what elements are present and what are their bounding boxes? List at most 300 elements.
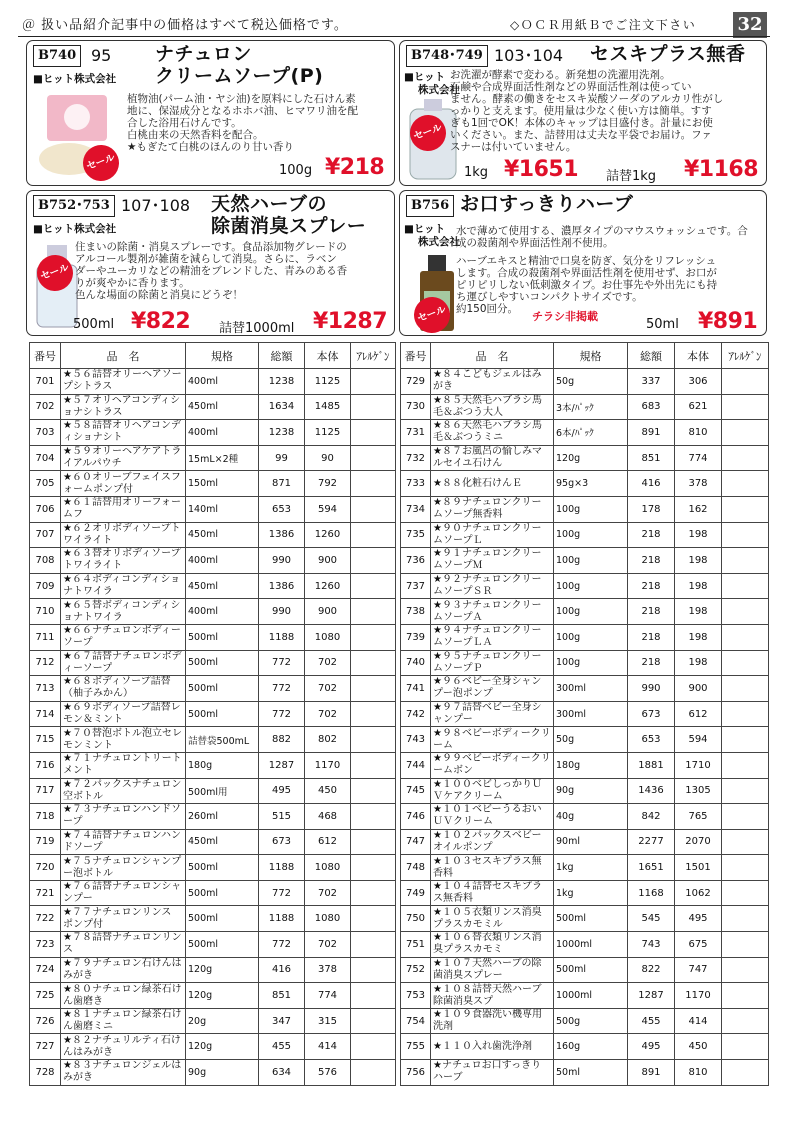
row-number: 745 [401, 778, 431, 804]
catalog-number: 95 [91, 46, 112, 65]
row-product-name: ★９０ナチュロンクリームソープＬ [431, 522, 554, 548]
row-allergen [351, 369, 396, 395]
table-row [30, 752, 396, 778]
product-code: B756 [406, 195, 454, 217]
col-header-unit: 本体 [305, 343, 351, 369]
row-allergen [722, 1008, 769, 1034]
row-product-name: ★７３ナチュロンハンドソープ [61, 804, 186, 830]
sale-badge: セール [409, 292, 455, 336]
row-total-price: 1188 [259, 624, 305, 650]
row-base-price: 306 [675, 369, 722, 395]
row-allergen [351, 855, 396, 881]
price-2: ¥1287 [313, 309, 388, 334]
row-base-price: 198 [675, 573, 722, 599]
row-spec: 6本/ﾊﾟｯｸ [554, 420, 628, 446]
table-row [401, 650, 769, 676]
row-spec: 120g [186, 1034, 259, 1060]
sale-badge: セール [405, 110, 451, 156]
row-allergen [351, 957, 396, 983]
row-spec: 150ml [186, 471, 259, 497]
row-number: 743 [401, 727, 431, 753]
row-number: 734 [401, 496, 431, 522]
row-product-name: ★６７詰替ナチュロンボディーソープ [61, 650, 186, 676]
row-total-price: 416 [259, 957, 305, 983]
row-number: 733 [401, 471, 431, 497]
row-base-price: 495 [675, 906, 722, 932]
row-total-price: 743 [628, 932, 675, 958]
row-base-price: 702 [305, 880, 351, 906]
product-code: B740 [33, 45, 81, 67]
table-row [30, 727, 396, 753]
row-allergen [351, 471, 396, 497]
row-allergen [351, 932, 396, 958]
row-total-price: 218 [628, 548, 675, 574]
row-spec: 1kg [554, 855, 628, 881]
row-number: 750 [401, 906, 431, 932]
row-product-name: ★７７ナチュロンリンス ポンプ付 [61, 906, 186, 932]
row-total-price: 772 [259, 650, 305, 676]
row-total-price: 218 [628, 624, 675, 650]
row-number: 755 [401, 1034, 431, 1060]
row-total-price: 1881 [628, 752, 675, 778]
row-number: 701 [30, 369, 61, 395]
row-base-price: 774 [675, 445, 722, 471]
product-name-2: 除菌消臭スプレー [211, 215, 367, 237]
table-row [401, 957, 769, 983]
row-product-name: ★ナチュロお口すっきりハーブ [431, 1060, 554, 1086]
row-allergen [722, 804, 769, 830]
row-base-price: 1125 [305, 420, 351, 446]
row-product-name: ★８５天然毛ハブラシ馬毛＆ぶつう大人 [431, 394, 554, 420]
product-description: お洗濯が酵素で変わる。新発想の洗濯用洗剤。 石鹸や合成界面活性剤などの界面活性剤は使ってい ません。酵素の働きをセスキ炭酸ソーダのアルカリ性がし っかりと支えます。使用量は少なく使い方は簡単。すす ぎも1回でOK！本体のキャップは目盛付き。計量にお使 いください。また、詰替用は丈夫な平袋でお届け。ファ スナーは付いていません。 [450, 69, 724, 153]
row-number: 726 [30, 1008, 61, 1034]
row-spec: 180g [554, 752, 628, 778]
table-row [30, 829, 396, 855]
row-allergen [351, 445, 396, 471]
table-row [401, 1008, 769, 1034]
row-number: 714 [30, 701, 61, 727]
row-allergen [722, 496, 769, 522]
row-total-price: 1436 [628, 778, 675, 804]
row-product-name: ★８０ナチュロン緑茶石けん歯磨き [61, 983, 186, 1009]
row-base-price: 747 [675, 957, 722, 983]
row-base-price: 198 [675, 624, 722, 650]
sale-badge: セール [32, 250, 78, 296]
row-spec: 3本/ﾊﾟｯｸ [554, 394, 628, 420]
row-spec: 450ml [186, 394, 259, 420]
row-spec: 400ml [186, 420, 259, 446]
row-total-price: 1386 [259, 573, 305, 599]
row-product-name: ★６８ボディソープ詰替（柚子みかん） [61, 676, 186, 702]
row-number: 730 [401, 394, 431, 420]
row-allergen [722, 548, 769, 574]
row-total-price: 990 [628, 676, 675, 702]
row-product-name: ★８２ナチュリルティ石けんはみがき [61, 1034, 186, 1060]
row-spec: 260ml [186, 804, 259, 830]
row-total-price: 2277 [628, 829, 675, 855]
row-number: 717 [30, 778, 61, 804]
product-name-2: クリームソープ(P) [155, 65, 324, 87]
table-row [30, 804, 396, 830]
table-row [401, 496, 769, 522]
row-base-price: 1501 [675, 855, 722, 881]
row-product-name: ★９１ナチュロンクリームソープＭ [431, 548, 554, 574]
maker-name: ■ヒット [404, 223, 446, 235]
row-spec: 100g [554, 522, 628, 548]
row-allergen [722, 880, 769, 906]
row-total-price: 653 [259, 496, 305, 522]
row-allergen [722, 599, 769, 625]
row-number: 704 [30, 445, 61, 471]
price: ¥891 [698, 309, 758, 334]
row-product-name: ★６１詰替用オリーフォームフ [61, 496, 186, 522]
row-base-price: 900 [305, 548, 351, 574]
row-spec: 400ml [186, 369, 259, 395]
row-spec: 300ml [554, 676, 628, 702]
row-product-name: ★９９ベビーボディークリームボン [431, 752, 554, 778]
row-total-price: 99 [259, 445, 305, 471]
row-product-name: ★１０３セスキプラス無香料 [431, 855, 554, 881]
row-product-name: ★９４ナチュロンクリームソープＬＡ [431, 624, 554, 650]
table-row [30, 599, 396, 625]
table-row [401, 676, 769, 702]
price: ¥218 [325, 155, 385, 180]
row-product-name: ★１００ベビしっかりＵＶケアクリーム [431, 778, 554, 804]
row-number: 725 [30, 983, 61, 1009]
row-product-name: ★７０替泡ボトル泡立セレモンミント [61, 727, 186, 753]
row-base-price: 1485 [305, 394, 351, 420]
row-base-price: 1710 [675, 752, 722, 778]
row-product-name: ★７１ナチュロントリートメント [61, 752, 186, 778]
row-total-price: 1168 [628, 880, 675, 906]
row-spec: 90ml [554, 829, 628, 855]
page-number: 32 [733, 12, 767, 38]
price-table-right [400, 342, 769, 1086]
table-row [401, 420, 769, 446]
row-spec: 500ml [186, 880, 259, 906]
table-row [30, 855, 396, 881]
row-total-price: 891 [628, 1060, 675, 1086]
row-product-name: ★８６天然毛ハブラシ馬毛＆ぶつうミニ [431, 420, 554, 446]
row-spec: 50g [554, 369, 628, 395]
row-allergen [351, 599, 396, 625]
row-base-price: 378 [305, 957, 351, 983]
row-total-price: 1634 [259, 394, 305, 420]
row-total-price: 990 [259, 548, 305, 574]
row-total-price: 772 [259, 676, 305, 702]
row-product-name: ★９７詰替ベビー全身シャンプー [431, 701, 554, 727]
table-row [401, 1060, 769, 1086]
row-product-name: ★９６ベビー全身シャンプー泡ポンプ [431, 676, 554, 702]
row-total-price: 882 [259, 727, 305, 753]
row-spec: 500ml [186, 855, 259, 881]
row-number: 723 [30, 932, 61, 958]
row-product-name: ★１０９食器洗い機専用洗剤 [431, 1008, 554, 1034]
row-spec: 1kg [554, 880, 628, 906]
row-number: 702 [30, 394, 61, 420]
row-total-price: 673 [259, 829, 305, 855]
table-row [30, 957, 396, 983]
row-allergen [722, 624, 769, 650]
row-product-name: ★７５ナチュロンシャンプー泡ボトル [61, 855, 186, 881]
table-row [401, 727, 769, 753]
row-product-name: ★１０１ベビーうるおいＵＶクリーム [431, 804, 554, 830]
row-number: 742 [401, 701, 431, 727]
row-product-name: ★６４ボディコンディショナトワイラ [61, 573, 186, 599]
maker-name: ■ヒット株式会社 [33, 73, 117, 85]
row-allergen [351, 624, 396, 650]
row-total-price: 842 [628, 804, 675, 830]
row-number: 756 [401, 1060, 431, 1086]
row-product-name: ★１０７天然ハーブの除菌消臭スプレー [431, 957, 554, 983]
ocr-note: ◇ＯＣＲ用紙Ｂでご注文下さい [510, 18, 697, 32]
row-allergen [722, 855, 769, 881]
row-number: 732 [401, 445, 431, 471]
row-spec: 90g [186, 1060, 259, 1086]
row-product-name: ★５９オリーヘアケアトライアルパウチ [61, 445, 186, 471]
row-spec: 50g [554, 727, 628, 753]
row-allergen [351, 906, 396, 932]
row-base-price: 198 [675, 522, 722, 548]
row-number: 731 [401, 420, 431, 446]
row-total-price: 772 [259, 880, 305, 906]
row-spec: 100g [554, 650, 628, 676]
row-product-name: ★５６詰替オリーヘアソープシトラス [61, 369, 186, 395]
row-spec: 400ml [186, 548, 259, 574]
row-number: 712 [30, 650, 61, 676]
row-product-name: ★６０オリーブフェイスフォームポンプ付 [61, 471, 186, 497]
row-total-price: 822 [628, 957, 675, 983]
row-base-price: 450 [305, 778, 351, 804]
row-base-price: 468 [305, 804, 351, 830]
row-allergen [722, 752, 769, 778]
row-total-price: 218 [628, 599, 675, 625]
row-product-name: ★６２オリボディソープトワイライト [61, 522, 186, 548]
row-spec: 500ml [554, 906, 628, 932]
product-name: お口すっきりハーブ [460, 193, 634, 215]
row-spec: 100g [554, 599, 628, 625]
row-allergen [722, 573, 769, 599]
row-spec: 400ml [186, 599, 259, 625]
size-label-1: 500ml [73, 317, 115, 332]
sale-badge: セール [78, 140, 124, 186]
row-spec: 100g [554, 548, 628, 574]
row-total-price: 772 [259, 701, 305, 727]
table-row [401, 778, 769, 804]
row-total-price: 218 [628, 650, 675, 676]
table-row [401, 369, 769, 395]
row-number: 710 [30, 599, 61, 625]
row-number: 706 [30, 496, 61, 522]
product-code: B748･749 [406, 45, 488, 67]
row-allergen [722, 727, 769, 753]
row-spec: 180g [186, 752, 259, 778]
row-allergen [722, 394, 769, 420]
row-total-price: 990 [259, 599, 305, 625]
row-allergen [351, 727, 396, 753]
row-base-price: 1125 [305, 369, 351, 395]
row-spec: 140ml [186, 496, 259, 522]
row-base-price: 1260 [305, 522, 351, 548]
table-row [30, 932, 396, 958]
product-box-b748 [399, 40, 767, 186]
row-spec: 300ml [554, 701, 628, 727]
row-allergen [351, 778, 396, 804]
row-base-price: 702 [305, 932, 351, 958]
table-row [30, 778, 396, 804]
row-total-price: 337 [628, 369, 675, 395]
table-row [401, 701, 769, 727]
row-allergen [351, 983, 396, 1009]
row-number: 707 [30, 522, 61, 548]
row-product-name: ★５８詰替オリヘアコンディショナシト [61, 420, 186, 446]
row-spec: 120g [186, 983, 259, 1009]
row-allergen [722, 676, 769, 702]
product-name: セスキプラス無香 [590, 43, 746, 65]
table-row [30, 573, 396, 599]
row-base-price: 414 [305, 1034, 351, 1060]
table-row [401, 573, 769, 599]
row-base-price: 765 [675, 804, 722, 830]
row-total-price: 772 [259, 932, 305, 958]
row-number: 741 [401, 676, 431, 702]
row-base-price: 675 [675, 932, 722, 958]
row-spec: 450ml [186, 573, 259, 599]
row-allergen [722, 471, 769, 497]
row-product-name: ★７９ナチュロン石けんはみがき [61, 957, 186, 983]
row-base-price: 198 [675, 599, 722, 625]
row-product-name: ★５７オリヘアコンディショナシトラス [61, 394, 186, 420]
col-header-number: 番号 [30, 343, 61, 369]
row-spec: 500ml [186, 932, 259, 958]
row-allergen [722, 1060, 769, 1086]
product-description: 水で薄めて使用する、濃厚タイプのマウスウォッシュです。合 成の殺菌剤や界面活性剤不使用。 ハーブエキスと精油で口臭を防ぎ、気分をリフレッシュ します。合成の殺菌剤や界面活性剤を使用せず、お口が ピリピリしない低刺激タイプ。お仕事先や外出先にも持 ち運びしやすいコンパクトサイズです。 約150回分。 [456, 225, 748, 315]
table-row [30, 624, 396, 650]
row-number: 751 [401, 932, 431, 958]
table-row [30, 445, 396, 471]
row-product-name: ★１０２パックスベビーオイルポンプ [431, 829, 554, 855]
row-spec: 1000ml [554, 932, 628, 958]
table-row [401, 906, 769, 932]
row-number: 719 [30, 829, 61, 855]
row-base-price: 1080 [305, 855, 351, 881]
row-base-price: 1260 [305, 573, 351, 599]
row-product-name: ★７２パックスナチュロン空ボトル [61, 778, 186, 804]
row-total-price: 851 [259, 983, 305, 1009]
row-number: 729 [401, 369, 431, 395]
row-number: 705 [30, 471, 61, 497]
row-total-price: 178 [628, 496, 675, 522]
row-base-price: 450 [675, 1034, 722, 1060]
row-spec: 90g [554, 778, 628, 804]
row-product-name: ★８８化粧石けんＥ [431, 471, 554, 497]
row-spec: 100g [554, 496, 628, 522]
col-header-name: 品 名 [431, 343, 554, 369]
row-allergen [722, 445, 769, 471]
row-base-price: 1080 [305, 906, 351, 932]
row-allergen [722, 522, 769, 548]
row-allergen [351, 829, 396, 855]
row-total-price: 495 [628, 1034, 675, 1060]
table-row [30, 1060, 396, 1086]
row-product-name: ★８４こどもジェルはみがき [431, 369, 554, 395]
row-product-name: ★９５ナチュロンクリームソープＰ [431, 650, 554, 676]
row-base-price: 1080 [305, 624, 351, 650]
row-number: 703 [30, 420, 61, 446]
row-number: 720 [30, 855, 61, 881]
row-base-price: 900 [305, 599, 351, 625]
row-number: 721 [30, 880, 61, 906]
row-spec: 500ml [186, 676, 259, 702]
row-spec: 120g [554, 445, 628, 471]
row-number: 736 [401, 548, 431, 574]
product-description: 植物油(パーム油・ヤシ油)を原料にした石けん素 地に、保湿成分となるホホバ油、ヒマワリ油を配 合した浴用石けんです。 白桃由来の天然香料を配合。 ★もぎたて白桃のほんのり甘い香り [127, 93, 358, 153]
row-total-price: 1238 [259, 420, 305, 446]
row-product-name: ★１０４詰替セスキプラス無香料 [431, 880, 554, 906]
row-total-price: 1238 [259, 369, 305, 395]
price-1: ¥822 [131, 309, 191, 334]
row-allergen [351, 548, 396, 574]
row-product-name: ★６５替ボディコンディショナトワイラ [61, 599, 186, 625]
row-base-price: 702 [305, 650, 351, 676]
row-total-price: 891 [628, 420, 675, 446]
col-header-name: 品 名 [61, 343, 186, 369]
row-number: 716 [30, 752, 61, 778]
table-row [401, 471, 769, 497]
row-allergen [351, 804, 396, 830]
row-product-name: ★７６詰替ナチュロンシャンプー [61, 880, 186, 906]
row-allergen [351, 420, 396, 446]
row-number: 724 [30, 957, 61, 983]
size-label-2: 詰替1kg [606, 169, 657, 184]
row-number: 747 [401, 829, 431, 855]
row-total-price: 683 [628, 394, 675, 420]
row-base-price: 900 [675, 676, 722, 702]
row-allergen [722, 957, 769, 983]
row-base-price: 612 [305, 829, 351, 855]
header-rule [18, 36, 770, 37]
row-allergen [722, 778, 769, 804]
row-product-name: ★７８詰替ナチュロンリンス [61, 932, 186, 958]
catalog-number: 107･108 [121, 196, 191, 215]
table-row [30, 650, 396, 676]
row-spec: 50ml [554, 1060, 628, 1086]
row-product-name: ★７４詰替ナチュロンハンドソープ [61, 829, 186, 855]
row-number: 708 [30, 548, 61, 574]
catalog-number: 103･104 [494, 46, 564, 65]
row-base-price: 315 [305, 1008, 351, 1034]
row-spec: 500ml [186, 624, 259, 650]
row-product-name: ★９２ナチュロンクリームソープＳＲ [431, 573, 554, 599]
row-base-price: 702 [305, 701, 351, 727]
size-label-2: 詰替1000ml [219, 321, 295, 336]
price-1: ¥1651 [504, 157, 579, 182]
row-allergen [351, 1034, 396, 1060]
row-total-price: 218 [628, 522, 675, 548]
row-spec: 20g [186, 1008, 259, 1034]
row-product-name: ★８９ナチュロンクリームソープ無香料 [431, 496, 554, 522]
row-number: 738 [401, 599, 431, 625]
row-number: 753 [401, 983, 431, 1009]
row-spec: 500g [554, 1008, 628, 1034]
row-allergen [722, 650, 769, 676]
row-product-name: ★１０８詰替天然ハーブ除菌消臭スプ [431, 983, 554, 1009]
row-allergen [351, 522, 396, 548]
row-base-price: 1062 [675, 880, 722, 906]
row-number: 746 [401, 804, 431, 830]
row-allergen [351, 394, 396, 420]
row-base-price: 792 [305, 471, 351, 497]
